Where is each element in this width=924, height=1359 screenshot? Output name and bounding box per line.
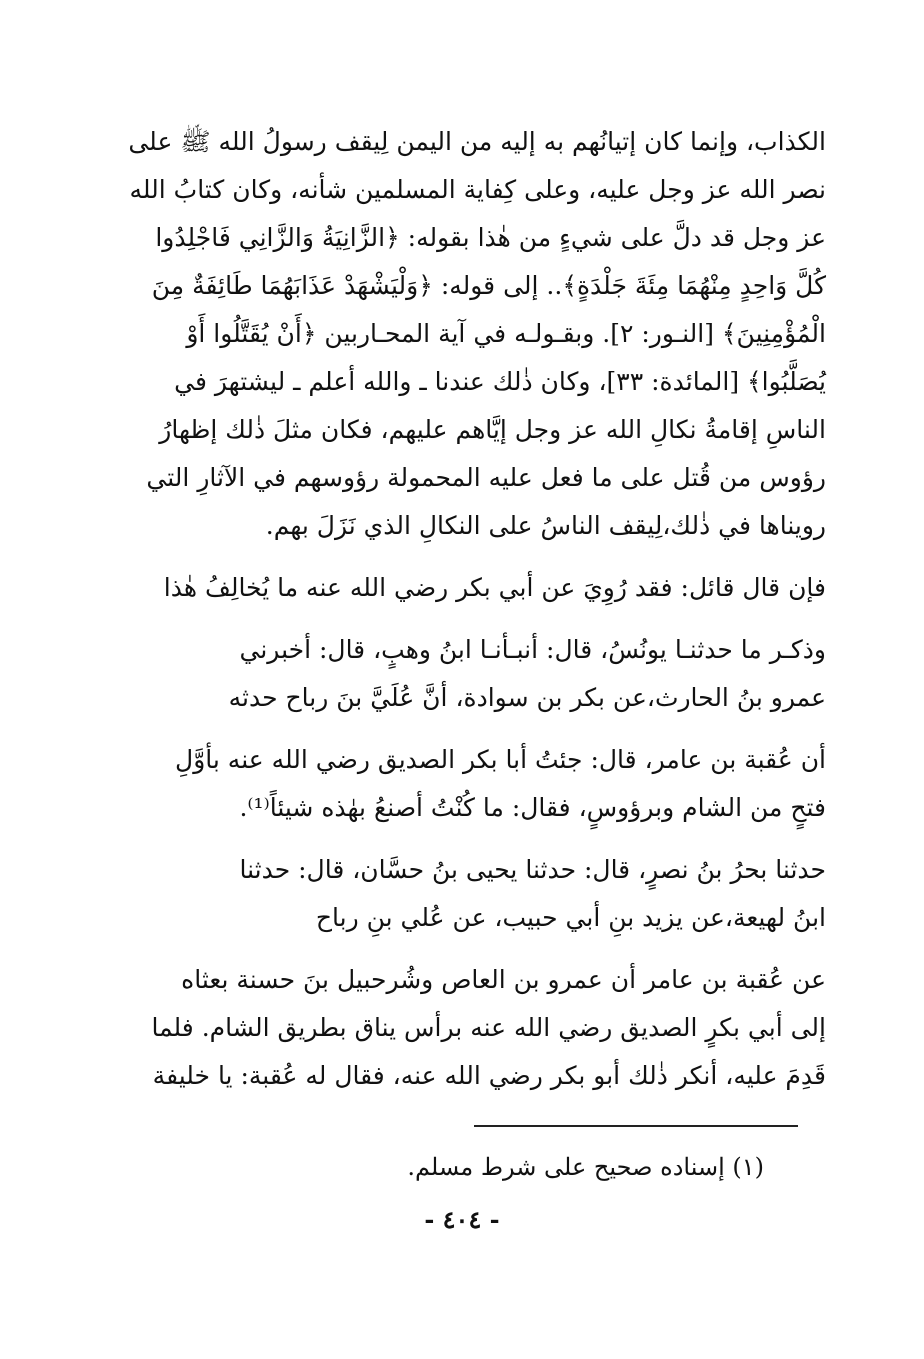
text-line: أن عُقبة بن عامر، قال: جئتُ أبا بكر الصديق رضي الله عنه بأوَّلِ <box>175 745 826 774</box>
text-line: فتحٍ من الشام وبرؤوسٍ، فقال: ما كُنْتُ أصنعُ بهٰذه شيئاً⁽¹⁾. <box>239 793 826 822</box>
text-line: الناسِ إقامةُ نكالِ الله عز وجل إيَّاهم عليهم، فكان مثلَ ذٰلك إظهارُ <box>159 415 826 444</box>
text-line: عمرو بنُ الحارث،عن بكر بن سوادة، أنَّ عُلَيَّ بنَ رباح حدثه <box>228 683 826 712</box>
text-line: نصر الله عز وجل عليه، وعلى كِفاية المسلمين شأنه، وكان كتابُ الله <box>129 175 826 204</box>
text-line: رؤوس من قُتل على ما فعل عليه المحمولة رؤوسهم في الآثارِ التي <box>146 463 826 492</box>
paragraph <box>80 846 826 942</box>
text-line: حدثنا بحرُ بنُ نصرٍ، قال: حدثنا يحيى بنُ حسَّان، قال: حدثنا <box>239 855 826 884</box>
paragraph <box>80 118 826 550</box>
footnote: (١) إسناده صحيح على شرط مسلم. <box>407 1153 764 1181</box>
text-line: وذكـر ما حدثنـا يونُسُ، قال: أنبـأنـا ابنُ وهبٍ، قال: أخبرني <box>239 635 826 664</box>
paragraph <box>80 626 826 722</box>
footnote-divider <box>474 1125 798 1127</box>
text-line: الْمُؤْمِنِينَ﴾ [النـور: ٢]. وبقـولـه في آية المحـاربين ﴿أَنْ يُقَتَّلُوا أَوْ <box>186 319 826 348</box>
text-line: قَدِمَ عليه، أنكر ذٰلك أبو بكر رضي الله عنه، فقال له عُقبة: يا خليفة <box>152 1061 826 1090</box>
text-line: إلى أبي بكرٍ الصديق رضي الله عنه برأس يناق بطريق الشام. فلما <box>151 1013 826 1042</box>
text-line: يُصَلَّبُوا﴾ [المائدة: ٣٣]، وكان ذٰلك عندنا ـ والله أعلم ـ ليشتهرَ في <box>174 367 826 396</box>
page-number: - ٤٠٤ - <box>424 1205 500 1234</box>
paragraph <box>80 736 826 832</box>
text-line: الكذاب، وإنما كان إتيانُهم به إليه من اليمن لِيقف رسولُ الله ﷺ على <box>128 127 826 156</box>
text-line: عز وجل قد دلَّ على شيءٍ من هٰذا بقوله: ﴿الزَّانِيَةُ وَالزَّانِي فَاجْلِدُوا <box>155 223 826 252</box>
paragraph <box>80 564 826 612</box>
text-line: كُلَّ وَاحِدٍ مِنْهُمَا مِئَةَ جَلْدَةٍ﴾.. إلى قوله: ﴿وَلْيَشْهَدْ عَذَابَهُمَا طَائِفَةٌ مِنَ <box>151 271 826 300</box>
text-line: عن عُقبة بن عامر أن عمرو بن العاص وشُرحبيل بنَ حسنة بعثاه <box>181 965 826 994</box>
text-line: فإن قال قائل: فقد رُوِيَ عن أبي بكر رضي الله عنه ما يُخالِفُ هٰذا <box>163 573 826 602</box>
text-line: رويناها في ذٰلك،لِيقف الناسُ على النكالِ الذي نَزَلَ بهم. <box>265 511 826 540</box>
body-text <box>80 118 826 1100</box>
text-line: ابنُ لهيعة،عن يزيد بنِ أبي حبيب، عن عُلي بنِ رباح <box>315 903 826 932</box>
paragraph <box>80 956 826 1100</box>
